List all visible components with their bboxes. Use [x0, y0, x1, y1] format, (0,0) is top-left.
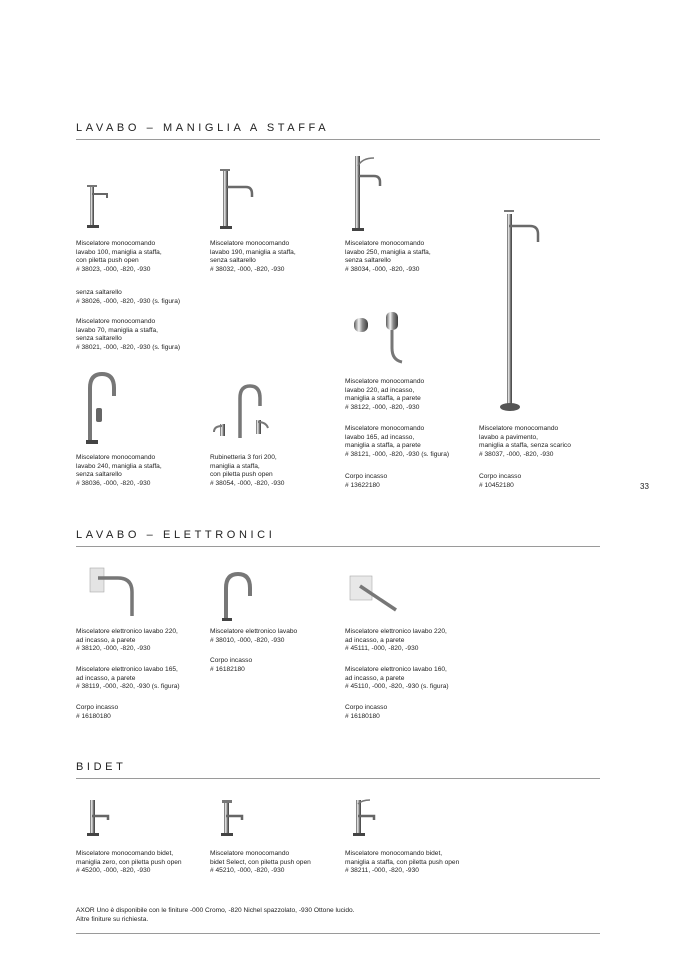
product-desc: Corpo incasso # 13622180: [345, 473, 388, 489]
product-desc: Miscelatore monocomando bidet Select, con piletta push open # 45210, -000, -820, -930: [210, 850, 311, 875]
product-desc: Miscelatore monocomando lavabo 240, maniglia a staffa, senza saltarello # 38036, -000, -820, -930: [76, 454, 162, 487]
product-desc: Rubinetteria 3 fori 200, maniglia a staffa, con piletta push open # 38054, -000, -820, -930: [210, 454, 285, 487]
section-divider: [76, 546, 600, 547]
faucet-240-image: [84, 372, 120, 446]
bidet-faucet-zero-image: [86, 798, 116, 838]
product-desc: Miscelatore monocomando lavabo a pavimento, maniglia a staffa, senza scarico # 38037, -000, -820, -930: [479, 425, 571, 458]
product-desc: Corpo incasso # 16180180: [76, 704, 119, 720]
product-desc: Miscelatore monocomando lavabo 250, maniglia a staffa, senza saltarello # 38034, -000, -820, -930: [345, 240, 431, 273]
faucet-3hole-image: [212, 384, 272, 440]
faucet-250-image: [350, 154, 384, 232]
electronic-wall-faucet-image: [88, 566, 138, 620]
bidet-faucet-select-image: [220, 798, 250, 838]
product-desc: Miscelatore monocomando lavabo 190, maniglia a staffa, senza saltarello # 38032, -000, -820, -930: [210, 240, 296, 273]
faucet-floor-image: [498, 208, 544, 414]
product-desc: Miscelatore elettronico lavabo 165, ad incasso, a parete # 38119, -000, -820, -930 (s. figura): [76, 666, 180, 691]
product-desc: Miscelatore monocomando lavabo 100, maniglia a staffa, con piletta push open # 38023, -000, -820, -930: [76, 240, 162, 273]
product-desc: Miscelatore elettronico lavabo 220, ad incasso, a parete # 45111, -000, -820, -930: [345, 628, 447, 653]
product-desc: Miscelatore monocomando lavabo 70, maniglia a staffa, senza saltarello # 38021, -000, -820, -930 (s. figura): [76, 318, 181, 351]
product-desc: Miscelatore elettronico lavabo 160, ad incasso, a parete # 45110, -000, -820, -930 (s. figura): [345, 666, 449, 691]
electronic-faucet-image: [220, 572, 254, 622]
section-title-bidet: BIDET: [76, 761, 127, 773]
product-desc: senza saltarello # 38026, -000, -820, -930 (s. figura): [76, 289, 181, 305]
bidet-faucet-staffa-image: [352, 798, 382, 838]
faucet-100-image: [86, 184, 112, 230]
product-desc: Corpo incasso # 10452180: [479, 473, 522, 489]
faucet-190-image: [218, 167, 258, 231]
footer-divider: [76, 933, 600, 934]
section-title-lavabo-staffa: LAVABO – MANIGLIA A STAFFA: [76, 122, 330, 134]
product-desc: Miscelatore monocomando lavabo 165, ad incasso, maniglia a staffa, a parete # 38121, -000, -820, -930 (s. figura): [345, 425, 450, 458]
product-desc: Miscelatore elettronico lavabo # 38010, -000, -820, -930: [210, 628, 298, 644]
product-desc: Miscelatore monocomando lavabo 220, ad incasso, maniglia a staffa, a parete # 38122, -000, -820, -930: [345, 378, 425, 411]
section-divider: [76, 778, 600, 779]
product-desc: Miscelatore monocomando bidet, maniglia a staffa, con piletta push open # 38211, -000, -820, -930: [345, 850, 460, 875]
product-desc: Corpo incasso # 16182180: [210, 657, 253, 673]
faucet-wall-image: [352, 308, 408, 368]
section-title-lavabo-elettronici: LAVABO – ELETTRONICI: [76, 529, 276, 541]
page-number: 33: [640, 482, 649, 491]
product-desc: Corpo incasso # 16180180: [345, 704, 388, 720]
product-desc: Miscelatore monocomando bidet, maniglia zero, con piletta push open # 45200, -000, -820, -930: [76, 850, 182, 875]
footer-note: AXOR Uno è disponibile con le finiture -000 Cromo, -820 Nichel spazzolato, -930 Ottone lucido. Altre finiture su richiesta.: [76, 907, 355, 923]
electronic-wall-faucet-160-image: [348, 574, 400, 614]
product-desc: Miscelatore elettronico lavabo 220, ad incasso, a parete # 38120, -000, -820, -930: [76, 628, 178, 653]
section-divider: [76, 139, 600, 140]
